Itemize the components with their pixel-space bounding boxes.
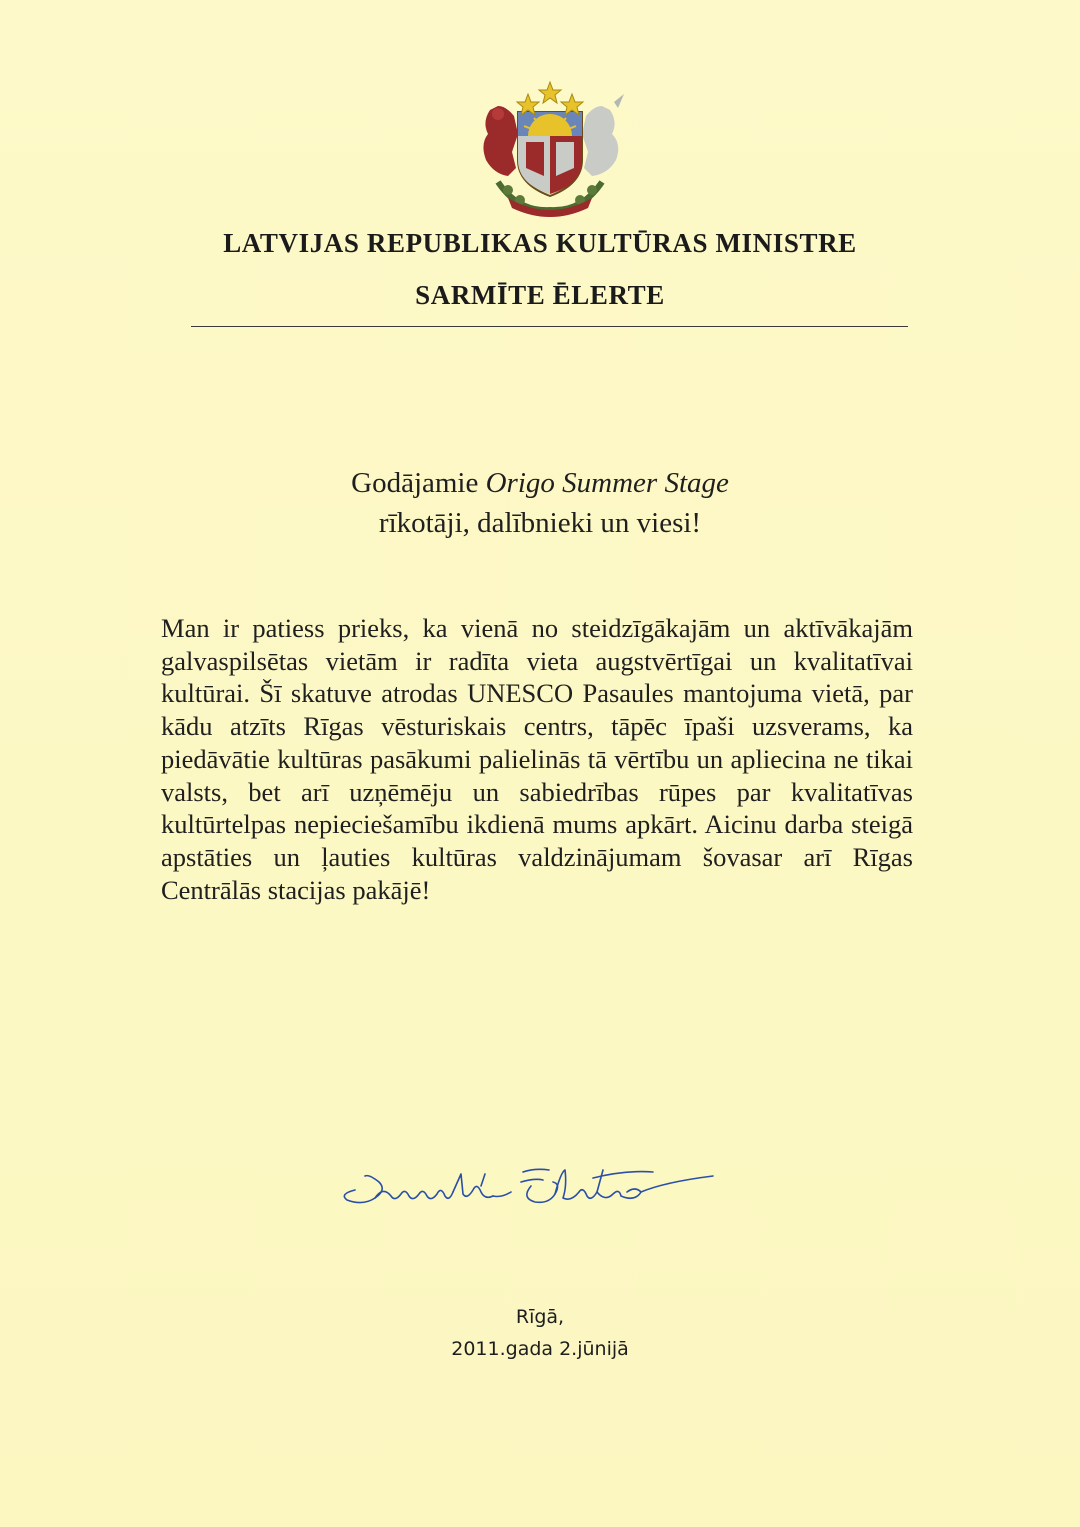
coat-of-arms-icon bbox=[468, 72, 632, 220]
letterhead-name: SARMĪTE ĒLERTE bbox=[415, 280, 665, 310]
letter-body-paragraph: Man ir patiess prieks, ka vienā no steidzīgākajām un aktīvākajām galvaspilsētas vietām ir radīta vieta augstvērtīgai un kvalitatīvai kultūrai. Šī skatuve atrodas UNESCO Pasaules mantojuma vietā, par kādu atzīts Rīgas vēsturiskais centrs, tāpēc īpaši uzsverams, ka piedāvātie kultūras pasākumi palielinās tā vērtību un apliecina ne tikai valsts, bet arī uzņēmēju un sabiedrības rūpes par kvalitatīvas kultūrtelpas nepieciešamību ikdienā mums apkārt. Aicinu darba steigā apstāties un ļauties kultūras valdzinājumam šovasar arī Rīgas Centrālās stacijas pakājē! bbox=[161, 613, 913, 905]
letter-date: 2011.gada 2.jūnijā bbox=[451, 1338, 629, 1360]
salutation-line-2: rīkotāji, dalībnieki un viesi! bbox=[378, 507, 702, 539]
letterhead-divider bbox=[191, 326, 908, 327]
handwritten-signature bbox=[335, 1152, 725, 1222]
letterhead-title: LATVIJAS REPUBLIKAS KULTŪRAS MINISTRE bbox=[223, 228, 857, 258]
event-name: Origo Summer Stage bbox=[485, 467, 729, 499]
letter-place: Rīgā, bbox=[515, 1306, 565, 1328]
salutation-line-1 bbox=[0, 463, 1080, 503]
salutation-prefix: Godājamie bbox=[351, 467, 486, 499]
